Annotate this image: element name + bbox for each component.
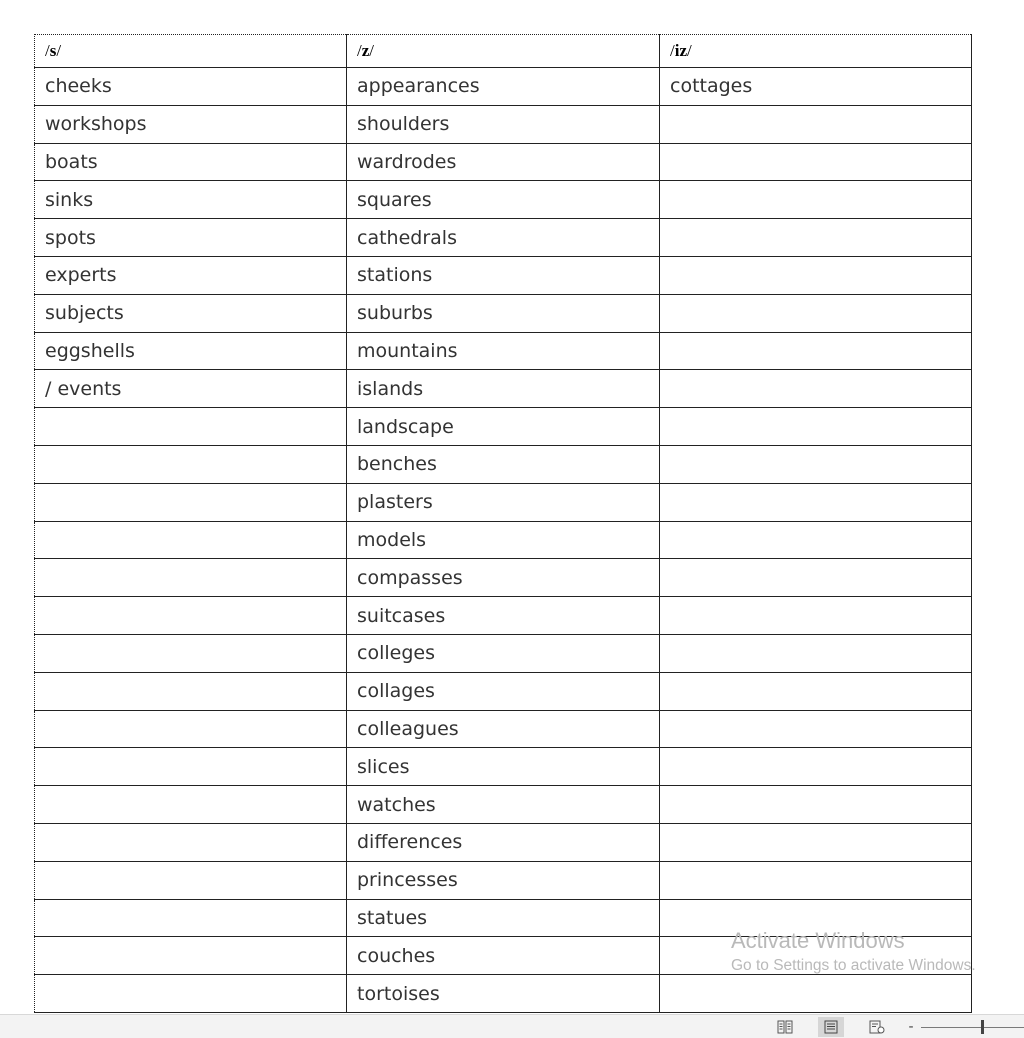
table-cell[interactable]: eggshells — [35, 332, 347, 370]
table-cell[interactable]: stations — [347, 256, 660, 294]
table-row — [35, 408, 972, 446]
table-cell[interactable]: mountains — [347, 332, 660, 370]
header-iz-open: / — [670, 41, 675, 60]
table-cell[interactable] — [660, 823, 972, 861]
table-cell[interactable] — [35, 672, 347, 710]
table-row — [35, 68, 972, 106]
header-iz-close: / — [687, 41, 692, 60]
web-layout-icon — [869, 1020, 885, 1034]
table-cell[interactable]: suburbs — [347, 294, 660, 332]
table-cell[interactable]: cathedrals — [347, 219, 660, 257]
table-row — [35, 294, 972, 332]
table-cell[interactable]: subjects — [35, 294, 347, 332]
table-cell[interactable]: boats — [35, 143, 347, 181]
table-cell[interactable] — [660, 408, 972, 446]
table-cell[interactable] — [660, 445, 972, 483]
table-body — [35, 68, 972, 1013]
table-cell[interactable]: benches — [347, 445, 660, 483]
header-s-open: / — [45, 41, 50, 60]
header-iz-symbol: iz — [674, 41, 688, 60]
table-cell[interactable] — [660, 899, 972, 937]
table-row — [35, 786, 972, 824]
table-cell[interactable] — [35, 559, 347, 597]
table-cell[interactable]: princesses — [347, 861, 660, 899]
table-cell[interactable]: appearances — [347, 68, 660, 106]
table-row — [35, 899, 972, 937]
header-z-close: / — [369, 41, 375, 60]
table-cell[interactable]: squares — [347, 181, 660, 219]
header-z[interactable] — [347, 35, 660, 68]
table-cell[interactable]: statues — [347, 899, 660, 937]
table-row — [35, 332, 972, 370]
table-cell[interactable]: models — [347, 521, 660, 559]
table-row — [35, 634, 972, 672]
table-cell[interactable]: tortoises — [347, 975, 660, 1013]
table-cell[interactable] — [35, 483, 347, 521]
table-cell[interactable] — [660, 256, 972, 294]
table-cell[interactable] — [35, 937, 347, 975]
zoom-slider-thumb[interactable] — [981, 1020, 984, 1034]
table-cell[interactable] — [660, 483, 972, 521]
table-cell[interactable]: cottages — [660, 68, 972, 106]
table-row — [35, 521, 972, 559]
table-cell[interactable] — [35, 786, 347, 824]
table-row — [35, 975, 972, 1013]
watermark-title: Activate Windows — [731, 928, 905, 953]
table-cell[interactable]: plasters — [347, 483, 660, 521]
table-cell[interactable]: colleges — [347, 634, 660, 672]
header-iz[interactable] — [660, 35, 972, 68]
table-cell[interactable]: landscape — [347, 408, 660, 446]
table-cell[interactable] — [35, 975, 347, 1013]
table-row — [35, 105, 972, 143]
table-cell[interactable]: workshops — [35, 105, 347, 143]
table-cell[interactable] — [660, 861, 972, 899]
table-cell[interactable] — [35, 445, 347, 483]
table-cell[interactable] — [660, 597, 972, 635]
table-row — [35, 256, 972, 294]
table-cell[interactable]: collages — [347, 672, 660, 710]
table-cell[interactable]: islands — [347, 370, 660, 408]
table-cell[interactable]: spots — [35, 219, 347, 257]
zoom-slider-track[interactable] — [921, 1027, 1024, 1028]
table-cell[interactable] — [35, 634, 347, 672]
table-cell[interactable] — [660, 634, 972, 672]
read-mode-icon — [777, 1020, 793, 1034]
table-cell[interactable] — [660, 975, 972, 1013]
table-row — [35, 219, 972, 257]
status-bar — [0, 1014, 1024, 1038]
table-cell[interactable] — [35, 861, 347, 899]
table-cell[interactable] — [660, 710, 972, 748]
table-cell[interactable]: differences — [347, 823, 660, 861]
table-cell[interactable] — [660, 332, 972, 370]
table-cell[interactable]: compasses — [347, 559, 660, 597]
table-row — [35, 937, 972, 975]
header-s[interactable] — [35, 35, 347, 68]
table-cell[interactable] — [660, 672, 972, 710]
table-cell[interactable]: colleagues — [347, 710, 660, 748]
table-row — [35, 672, 972, 710]
table-cell[interactable] — [660, 937, 972, 975]
table-cell[interactable] — [660, 786, 972, 824]
table-cell[interactable] — [660, 370, 972, 408]
table-cell[interactable]: couches — [347, 937, 660, 975]
table-row — [35, 181, 972, 219]
print-layout-button[interactable] — [818, 1017, 844, 1037]
table-cell[interactable]: shoulders — [347, 105, 660, 143]
table-row — [35, 483, 972, 521]
word-table — [34, 34, 972, 1013]
table-cell[interactable]: slices — [347, 748, 660, 786]
table-row — [35, 748, 972, 786]
header-z-symbol: z — [361, 41, 370, 60]
table-row — [35, 370, 972, 408]
table-cell[interactable] — [660, 105, 972, 143]
table-cell[interactable] — [660, 748, 972, 786]
table-cell[interactable]: watches — [347, 786, 660, 824]
watermark-subtitle: Go to Settings to activate Windows. — [731, 957, 976, 974]
table-cell[interactable]: / events — [35, 370, 347, 408]
table-row — [35, 861, 972, 899]
table-cell[interactable] — [660, 294, 972, 332]
table-cell[interactable]: suitcases — [347, 597, 660, 635]
table-row — [35, 597, 972, 635]
table-cell[interactable] — [660, 521, 972, 559]
table-cell[interactable] — [35, 521, 347, 559]
table-row — [35, 143, 972, 181]
table-cell[interactable] — [660, 181, 972, 219]
table-cell[interactable] — [660, 219, 972, 257]
table-cell[interactable]: experts — [35, 256, 347, 294]
table-cell[interactable] — [35, 710, 347, 748]
table-cell[interactable] — [35, 899, 347, 937]
table-cell[interactable] — [35, 597, 347, 635]
table-row — [35, 559, 972, 597]
header-s-close: / — [56, 41, 62, 60]
table-row — [35, 823, 972, 861]
table-cell[interactable]: sinks — [35, 181, 347, 219]
table-row — [35, 445, 972, 483]
print-layout-icon — [824, 1020, 838, 1034]
zoom-out-button[interactable]: - — [908, 1019, 914, 1035]
header-s-symbol: s — [49, 41, 57, 60]
table-cell[interactable]: wardrodes — [347, 143, 660, 181]
table-cell[interactable] — [35, 748, 347, 786]
header-z-open: / — [357, 41, 362, 60]
read-mode-button[interactable] — [772, 1017, 798, 1037]
table-cell[interactable] — [35, 408, 347, 446]
table-cell[interactable] — [35, 823, 347, 861]
table-header-row — [35, 35, 972, 68]
table-cell[interactable]: cheeks — [35, 68, 347, 106]
table-cell[interactable] — [660, 559, 972, 597]
web-layout-button[interactable] — [864, 1017, 890, 1037]
table-row — [35, 710, 972, 748]
table-cell[interactable] — [660, 143, 972, 181]
